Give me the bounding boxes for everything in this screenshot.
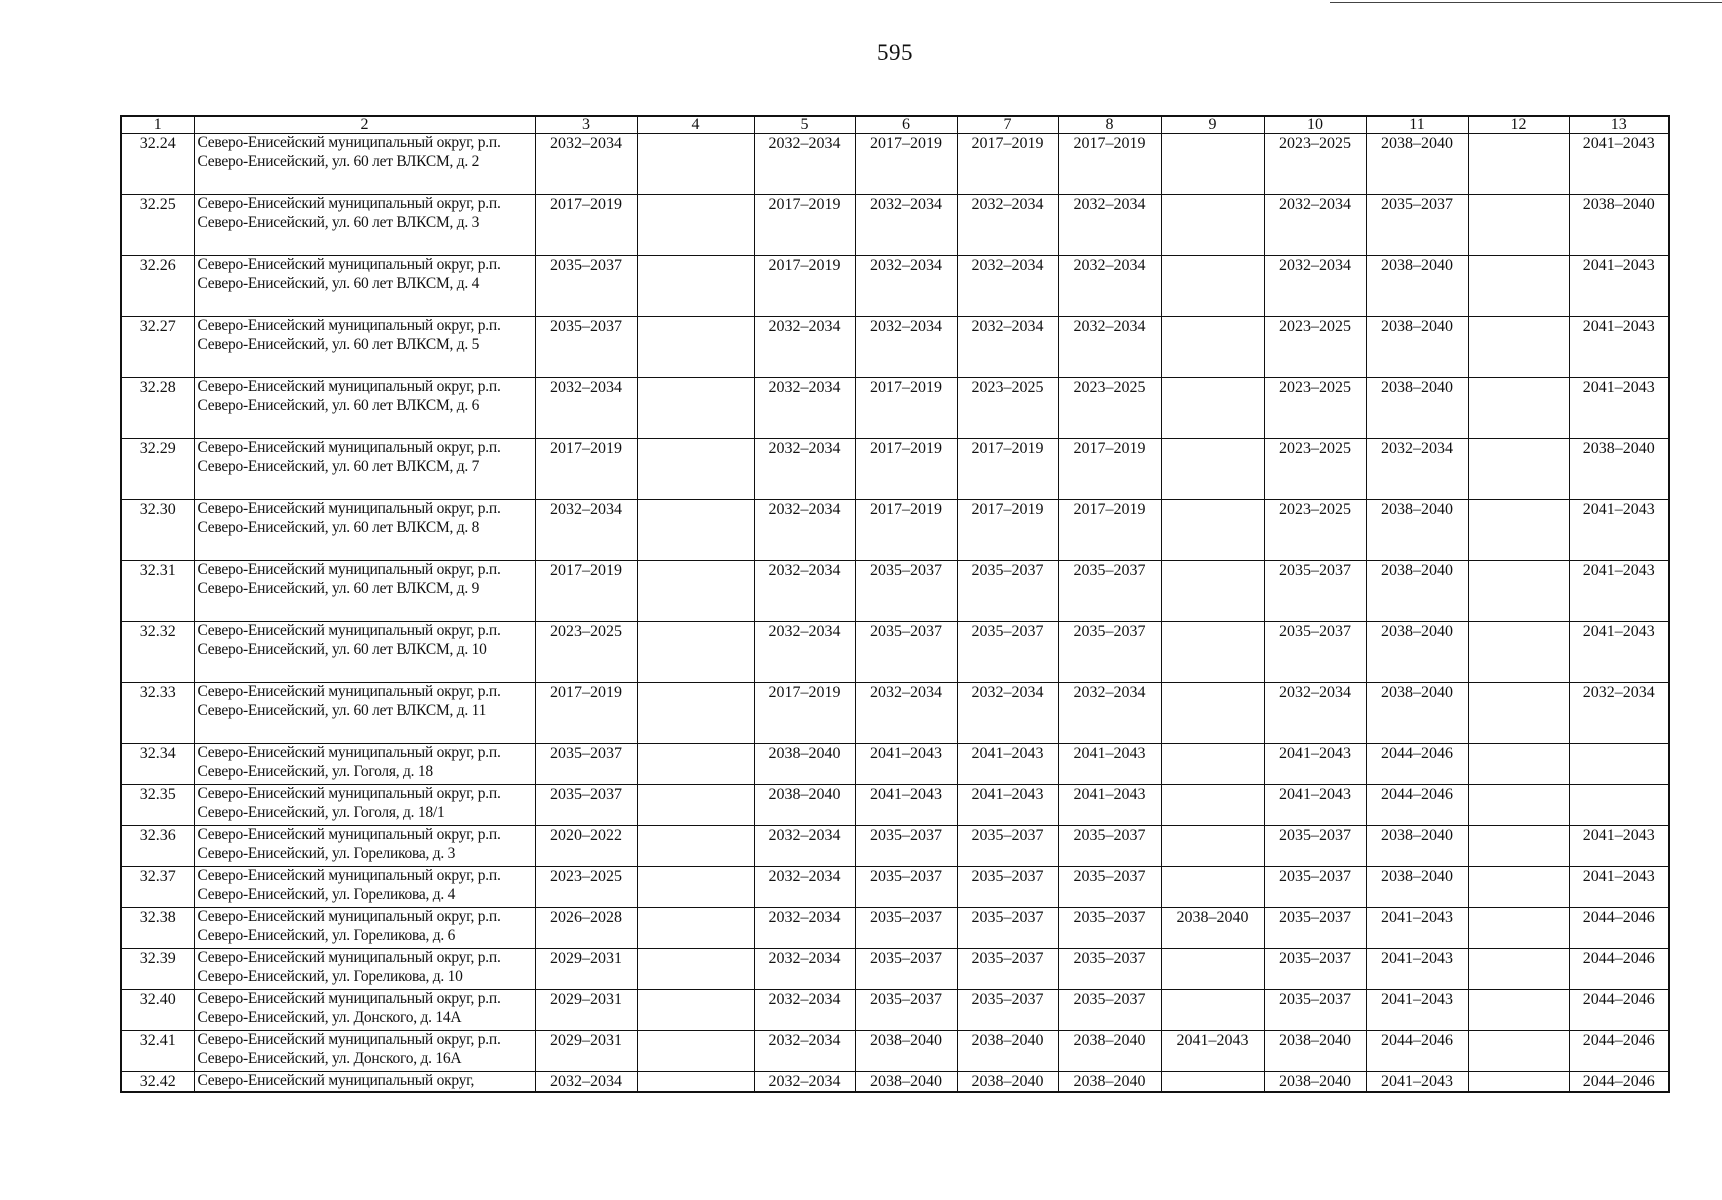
- table-row: [121, 949, 1669, 990]
- period-cell-col5: 2032–2034: [754, 317, 855, 378]
- period-cell-col11: 2041–2043: [1366, 908, 1468, 949]
- period-cell-col4: [637, 134, 754, 195]
- table-row: [121, 317, 1669, 378]
- period-cell-col10: 2035–2037: [1264, 826, 1366, 867]
- period-cell-col6: 2035–2037: [855, 908, 957, 949]
- period-cell-col5: 2032–2034: [754, 378, 855, 439]
- period-cell-col4: [637, 1072, 754, 1093]
- period-cell-col4: [637, 908, 754, 949]
- period-cell-col7: 2035–2037: [957, 867, 1058, 908]
- period-cell-col10: 2023–2025: [1264, 439, 1366, 500]
- table-row: [121, 378, 1669, 439]
- period-cell-col3: 2029–2031: [535, 1031, 637, 1072]
- address-cell: Северо-Енисейский муниципальный округ, р.п. Северо-Енисейский, ул. Гореликова, д. 3: [194, 826, 535, 867]
- address-cell: Северо-Енисейский муниципальный округ,: [194, 1072, 535, 1093]
- column-header: 2: [194, 116, 535, 134]
- column-header: 4: [637, 116, 754, 134]
- period-cell-col3: 2035–2037: [535, 744, 637, 785]
- address-cell: Северо-Енисейский муниципальный округ, р.п. Северо-Енисейский, ул. Донского, д. 16А: [194, 1031, 535, 1072]
- row-number-cell: 32.37: [121, 867, 194, 908]
- period-cell-col7: 2023–2025: [957, 378, 1058, 439]
- column-header: 6: [855, 116, 957, 134]
- period-cell-col10: 2023–2025: [1264, 378, 1366, 439]
- row-number-cell: 32.28: [121, 378, 194, 439]
- period-cell-col11: 2041–2043: [1366, 990, 1468, 1031]
- row-number-cell: 32.34: [121, 744, 194, 785]
- period-cell-col13: 2044–2046: [1569, 1031, 1669, 1072]
- period-cell-col11: 2041–2043: [1366, 1072, 1468, 1093]
- period-cell-col3: 2032–2034: [535, 378, 637, 439]
- period-cell-col11: 2032–2034: [1366, 439, 1468, 500]
- period-cell-col7: 2032–2034: [957, 256, 1058, 317]
- table-row: [121, 1072, 1669, 1093]
- period-cell-col3: 2017–2019: [535, 561, 637, 622]
- table-row: [121, 195, 1669, 256]
- period-cell-col13: [1569, 785, 1669, 826]
- table-row: [121, 134, 1669, 195]
- row-number-cell: 32.26: [121, 256, 194, 317]
- period-cell-col7: 2035–2037: [957, 949, 1058, 990]
- period-cell-col7: 2017–2019: [957, 500, 1058, 561]
- period-cell-col7: 2032–2034: [957, 683, 1058, 744]
- period-cell-col6: 2035–2037: [855, 826, 957, 867]
- period-cell-col12: [1468, 378, 1569, 439]
- period-cell-col12: [1468, 1031, 1569, 1072]
- period-cell-col8: 2032–2034: [1058, 317, 1161, 378]
- period-cell-col10: 2035–2037: [1264, 908, 1366, 949]
- period-cell-col11: 2038–2040: [1366, 867, 1468, 908]
- period-cell-col5: 2038–2040: [754, 785, 855, 826]
- period-cell-col11: 2038–2040: [1366, 561, 1468, 622]
- period-cell-col9: [1161, 439, 1264, 500]
- period-cell-col13: 2032–2034: [1569, 683, 1669, 744]
- period-cell-col9: [1161, 683, 1264, 744]
- period-cell-col12: [1468, 256, 1569, 317]
- period-cell-col8: 2035–2037: [1058, 949, 1161, 990]
- period-cell-col6: 2035–2037: [855, 561, 957, 622]
- period-cell-col10: 2035–2037: [1264, 990, 1366, 1031]
- period-cell-col11: 2035–2037: [1366, 195, 1468, 256]
- period-cell-col10: 2035–2037: [1264, 949, 1366, 990]
- column-header: 13: [1569, 116, 1669, 134]
- column-header: 11: [1366, 116, 1468, 134]
- period-cell-col5: 2038–2040: [754, 744, 855, 785]
- period-cell-col12: [1468, 785, 1569, 826]
- period-cell-col8: 2032–2034: [1058, 256, 1161, 317]
- period-cell-col9: [1161, 134, 1264, 195]
- period-cell-col9: [1161, 378, 1264, 439]
- period-cell-col7: 2035–2037: [957, 622, 1058, 683]
- period-cell-col4: [637, 826, 754, 867]
- period-cell-col9: [1161, 622, 1264, 683]
- address-cell: Северо-Енисейский муниципальный округ, р.п. Северо-Енисейский, ул. Гоголя, д. 18/1: [194, 785, 535, 826]
- period-cell-col8: 2023–2025: [1058, 378, 1161, 439]
- period-cell-col4: [637, 683, 754, 744]
- period-cell-col8: 2017–2019: [1058, 500, 1161, 561]
- period-cell-col8: 2017–2019: [1058, 439, 1161, 500]
- address-cell: Северо-Енисейский муниципальный округ, р.п. Северо-Енисейский, ул. 60 лет ВЛКСМ, д. 9: [194, 561, 535, 622]
- period-cell-col13: 2041–2043: [1569, 134, 1669, 195]
- period-cell-col8: 2038–2040: [1058, 1072, 1161, 1093]
- period-cell-col9: 2041–2043: [1161, 1031, 1264, 1072]
- period-cell-col6: 2032–2034: [855, 195, 957, 256]
- period-cell-col12: [1468, 867, 1569, 908]
- table-body: [121, 134, 1669, 1093]
- period-cell-col11: 2038–2040: [1366, 134, 1468, 195]
- period-cell-col10: 2023–2025: [1264, 317, 1366, 378]
- address-cell: Северо-Енисейский муниципальный округ, р.п. Северо-Енисейский, ул. Гореликова, д. 6: [194, 908, 535, 949]
- period-cell-col5: 2032–2034: [754, 561, 855, 622]
- period-cell-col7: 2038–2040: [957, 1072, 1058, 1093]
- period-cell-col9: [1161, 785, 1264, 826]
- period-cell-col10: 2038–2040: [1264, 1072, 1366, 1093]
- period-cell-col5: 2032–2034: [754, 826, 855, 867]
- table-row: [121, 744, 1669, 785]
- period-cell-col11: 2038–2040: [1366, 378, 1468, 439]
- period-cell-col5: 2032–2034: [754, 949, 855, 990]
- period-cell-col5: 2032–2034: [754, 1072, 855, 1093]
- address-cell: Северо-Енисейский муниципальный округ, р.п. Северо-Енисейский, ул. 60 лет ВЛКСМ, д. 11: [194, 683, 535, 744]
- period-cell-col4: [637, 1031, 754, 1072]
- period-cell-col7: 2017–2019: [957, 439, 1058, 500]
- period-cell-col3: 2035–2037: [535, 256, 637, 317]
- period-cell-col4: [637, 744, 754, 785]
- period-cell-col7: 2038–2040: [957, 1031, 1058, 1072]
- period-cell-col13: 2041–2043: [1569, 256, 1669, 317]
- period-cell-col4: [637, 500, 754, 561]
- period-cell-col7: 2035–2037: [957, 908, 1058, 949]
- row-number-cell: 32.33: [121, 683, 194, 744]
- period-cell-col13: 2038–2040: [1569, 439, 1669, 500]
- period-cell-col7: 2041–2043: [957, 785, 1058, 826]
- period-cell-col10: 2041–2043: [1264, 785, 1366, 826]
- period-cell-col5: 2017–2019: [754, 195, 855, 256]
- period-cell-col13: 2041–2043: [1569, 561, 1669, 622]
- column-header: 9: [1161, 116, 1264, 134]
- period-cell-col11: 2041–2043: [1366, 949, 1468, 990]
- period-cell-col6: 2032–2034: [855, 683, 957, 744]
- period-cell-col6: 2017–2019: [855, 134, 957, 195]
- period-cell-col6: 2017–2019: [855, 378, 957, 439]
- period-cell-col12: [1468, 622, 1569, 683]
- period-cell-col13: 2041–2043: [1569, 317, 1669, 378]
- address-cell: Северо-Енисейский муниципальный округ, р.п. Северо-Енисейский, ул. Гореликова, д. 4: [194, 867, 535, 908]
- period-cell-col5: 2017–2019: [754, 683, 855, 744]
- period-cell-col11: 2038–2040: [1366, 683, 1468, 744]
- period-cell-col9: [1161, 949, 1264, 990]
- table-row: [121, 622, 1669, 683]
- period-cell-col3: 2029–2031: [535, 990, 637, 1031]
- table-row: [121, 1031, 1669, 1072]
- period-cell-col11: 2038–2040: [1366, 826, 1468, 867]
- period-cell-col10: 2041–2043: [1264, 744, 1366, 785]
- period-cell-col4: [637, 439, 754, 500]
- period-cell-col9: [1161, 500, 1264, 561]
- period-cell-col10: 2035–2037: [1264, 561, 1366, 622]
- period-cell-col12: [1468, 826, 1569, 867]
- period-cell-col9: [1161, 826, 1264, 867]
- period-cell-col8: 2038–2040: [1058, 1031, 1161, 1072]
- period-cell-col4: [637, 785, 754, 826]
- row-number-cell: 32.30: [121, 500, 194, 561]
- period-cell-col8: 2035–2037: [1058, 990, 1161, 1031]
- period-cell-col13: 2041–2043: [1569, 867, 1669, 908]
- period-cell-col9: 2038–2040: [1161, 908, 1264, 949]
- row-number-cell: 32.31: [121, 561, 194, 622]
- address-cell: Северо-Енисейский муниципальный округ, р.п. Северо-Енисейский, ул. 60 лет ВЛКСМ, д. 4: [194, 256, 535, 317]
- period-cell-col12: [1468, 561, 1569, 622]
- row-number-cell: 32.41: [121, 1031, 194, 1072]
- period-cell-col6: 2038–2040: [855, 1031, 957, 1072]
- period-cell-col13: [1569, 744, 1669, 785]
- address-cell: Северо-Енисейский муниципальный округ, р.п. Северо-Енисейский, ул. Гореликова, д. 10: [194, 949, 535, 990]
- period-cell-col6: 2038–2040: [855, 1072, 957, 1093]
- period-cell-col4: [637, 378, 754, 439]
- period-cell-col3: 2017–2019: [535, 439, 637, 500]
- period-cell-col8: 2041–2043: [1058, 744, 1161, 785]
- column-header: 12: [1468, 116, 1569, 134]
- table-row: [121, 826, 1669, 867]
- period-cell-col13: 2041–2043: [1569, 826, 1669, 867]
- row-number-cell: 32.39: [121, 949, 194, 990]
- period-cell-col10: 2023–2025: [1264, 500, 1366, 561]
- period-cell-col12: [1468, 317, 1569, 378]
- address-cell: Северо-Енисейский муниципальный округ, р.п. Северо-Енисейский, ул. Гоголя, д. 18: [194, 744, 535, 785]
- period-cell-col12: [1468, 1072, 1569, 1093]
- period-cell-col3: 2035–2037: [535, 317, 637, 378]
- period-cell-col9: [1161, 990, 1264, 1031]
- schedule-table: [120, 115, 1670, 1093]
- period-cell-col3: 2035–2037: [535, 785, 637, 826]
- period-cell-col6: 2041–2043: [855, 785, 957, 826]
- period-cell-col13: 2044–2046: [1569, 908, 1669, 949]
- period-cell-col3: 2023–2025: [535, 867, 637, 908]
- table-row: [121, 908, 1669, 949]
- period-cell-col9: [1161, 1072, 1264, 1093]
- row-number-cell: 32.32: [121, 622, 194, 683]
- period-cell-col7: 2032–2034: [957, 317, 1058, 378]
- period-cell-col6: 2032–2034: [855, 256, 957, 317]
- period-cell-col3: 2032–2034: [535, 1072, 637, 1093]
- period-cell-col8: 2035–2037: [1058, 867, 1161, 908]
- period-cell-col9: [1161, 195, 1264, 256]
- period-cell-col6: 2041–2043: [855, 744, 957, 785]
- column-header: 10: [1264, 116, 1366, 134]
- period-cell-col6: 2035–2037: [855, 622, 957, 683]
- period-cell-col6: 2035–2037: [855, 867, 957, 908]
- schedule-table-wrapper: [120, 115, 1670, 1093]
- period-cell-col9: [1161, 561, 1264, 622]
- period-cell-col9: [1161, 867, 1264, 908]
- row-number-cell: 32.35: [121, 785, 194, 826]
- period-cell-col3: 2029–2031: [535, 949, 637, 990]
- period-cell-col3: 2032–2034: [535, 134, 637, 195]
- period-cell-col7: 2035–2037: [957, 990, 1058, 1031]
- period-cell-col7: 2035–2037: [957, 826, 1058, 867]
- period-cell-col5: 2032–2034: [754, 990, 855, 1031]
- period-cell-col6: 2017–2019: [855, 500, 957, 561]
- page-number: 595: [877, 40, 913, 65]
- address-cell: Северо-Енисейский муниципальный округ, р.п. Северо-Енисейский, ул. 60 лет ВЛКСМ, д. 7: [194, 439, 535, 500]
- row-number-cell: 32.29: [121, 439, 194, 500]
- period-cell-col11: 2038–2040: [1366, 256, 1468, 317]
- period-cell-col7: 2041–2043: [957, 744, 1058, 785]
- column-header: 5: [754, 116, 855, 134]
- period-cell-col6: 2032–2034: [855, 317, 957, 378]
- period-cell-col4: [637, 867, 754, 908]
- period-cell-col13: 2038–2040: [1569, 195, 1669, 256]
- period-cell-col12: [1468, 134, 1569, 195]
- period-cell-col12: [1468, 949, 1569, 990]
- period-cell-col3: 2017–2019: [535, 683, 637, 744]
- period-cell-col4: [637, 256, 754, 317]
- period-cell-col11: 2044–2046: [1366, 785, 1468, 826]
- row-number-cell: 32.24: [121, 134, 194, 195]
- column-header: 7: [957, 116, 1058, 134]
- period-cell-col8: 2032–2034: [1058, 195, 1161, 256]
- period-cell-col10: 2035–2037: [1264, 867, 1366, 908]
- period-cell-col4: [637, 195, 754, 256]
- period-cell-col13: 2041–2043: [1569, 500, 1669, 561]
- column-header: 8: [1058, 116, 1161, 134]
- period-cell-col9: [1161, 317, 1264, 378]
- period-cell-col10: 2035–2037: [1264, 622, 1366, 683]
- table-row: [121, 785, 1669, 826]
- period-cell-col6: 2017–2019: [855, 439, 957, 500]
- period-cell-col9: [1161, 256, 1264, 317]
- period-cell-col11: 2044–2046: [1366, 1031, 1468, 1072]
- address-cell: Северо-Енисейский муниципальный округ, р.п. Северо-Енисейский, ул. 60 лет ВЛКСМ, д. 5: [194, 317, 535, 378]
- table-row: [121, 561, 1669, 622]
- address-cell: Северо-Енисейский муниципальный округ, р.п. Северо-Енисейский, ул. 60 лет ВЛКСМ, д. 2: [194, 134, 535, 195]
- period-cell-col3: 2026–2028: [535, 908, 637, 949]
- period-cell-col12: [1468, 195, 1569, 256]
- period-cell-col13: 2041–2043: [1569, 378, 1669, 439]
- period-cell-col5: 2032–2034: [754, 908, 855, 949]
- address-cell: Северо-Енисейский муниципальный округ, р.п. Северо-Енисейский, ул. 60 лет ВЛКСМ, д. 3: [194, 195, 535, 256]
- column-header: 1: [121, 116, 194, 134]
- period-cell-col4: [637, 949, 754, 990]
- table-header-row: [121, 116, 1669, 134]
- period-cell-col8: 2035–2037: [1058, 908, 1161, 949]
- table-row: [121, 990, 1669, 1031]
- row-number-cell: 32.25: [121, 195, 194, 256]
- period-cell-col5: 2032–2034: [754, 439, 855, 500]
- row-number-cell: 32.38: [121, 908, 194, 949]
- period-cell-col13: 2041–2043: [1569, 622, 1669, 683]
- period-cell-col5: 2032–2034: [754, 622, 855, 683]
- period-cell-col10: 2032–2034: [1264, 256, 1366, 317]
- period-cell-col12: [1468, 439, 1569, 500]
- period-cell-col10: 2032–2034: [1264, 683, 1366, 744]
- top-rule: [1330, 2, 1722, 3]
- period-cell-col3: 2032–2034: [535, 500, 637, 561]
- period-cell-col10: 2032–2034: [1264, 195, 1366, 256]
- period-cell-col4: [637, 990, 754, 1031]
- period-cell-col10: 2023–2025: [1264, 134, 1366, 195]
- period-cell-col13: 2044–2046: [1569, 1072, 1669, 1093]
- period-cell-col10: 2038–2040: [1264, 1031, 1366, 1072]
- table-row: [121, 256, 1669, 317]
- period-cell-col8: 2017–2019: [1058, 134, 1161, 195]
- period-cell-col7: 2035–2037: [957, 561, 1058, 622]
- period-cell-col7: 2017–2019: [957, 134, 1058, 195]
- period-cell-col11: 2038–2040: [1366, 622, 1468, 683]
- period-cell-col5: 2032–2034: [754, 867, 855, 908]
- period-cell-col12: [1468, 500, 1569, 561]
- period-cell-col6: 2035–2037: [855, 990, 957, 1031]
- period-cell-col5: 2032–2034: [754, 500, 855, 561]
- period-cell-col11: 2038–2040: [1366, 500, 1468, 561]
- period-cell-col11: 2038–2040: [1366, 317, 1468, 378]
- period-cell-col5: 2032–2034: [754, 134, 855, 195]
- period-cell-col3: 2020–2022: [535, 826, 637, 867]
- period-cell-col3: 2023–2025: [535, 622, 637, 683]
- period-cell-col8: 2035–2037: [1058, 561, 1161, 622]
- period-cell-col4: [637, 622, 754, 683]
- row-number-cell: 32.40: [121, 990, 194, 1031]
- address-cell: Северо-Енисейский муниципальный округ, р.п. Северо-Енисейский, ул. 60 лет ВЛКСМ, д. 8: [194, 500, 535, 561]
- period-cell-col6: 2035–2037: [855, 949, 957, 990]
- period-cell-col5: 2017–2019: [754, 256, 855, 317]
- period-cell-col11: 2044–2046: [1366, 744, 1468, 785]
- period-cell-col8: 2041–2043: [1058, 785, 1161, 826]
- period-cell-col13: 2044–2046: [1569, 949, 1669, 990]
- table-row: [121, 439, 1669, 500]
- period-cell-col4: [637, 561, 754, 622]
- period-cell-col12: [1468, 908, 1569, 949]
- period-cell-col9: [1161, 744, 1264, 785]
- period-cell-col8: 2035–2037: [1058, 622, 1161, 683]
- row-number-cell: 32.42: [121, 1072, 194, 1093]
- period-cell-col13: 2044–2046: [1569, 990, 1669, 1031]
- period-cell-col7: 2032–2034: [957, 195, 1058, 256]
- row-number-cell: 32.36: [121, 826, 194, 867]
- period-cell-col3: 2017–2019: [535, 195, 637, 256]
- address-cell: Северо-Енисейский муниципальный округ, р.п. Северо-Енисейский, ул. Донского, д. 14А: [194, 990, 535, 1031]
- address-cell: Северо-Енисейский муниципальный округ, р.п. Северо-Енисейский, ул. 60 лет ВЛКСМ, д. 6: [194, 378, 535, 439]
- period-cell-col12: [1468, 990, 1569, 1031]
- column-header: 3: [535, 116, 637, 134]
- address-cell: Северо-Енисейский муниципальный округ, р.п. Северо-Енисейский, ул. 60 лет ВЛКСМ, д. 10: [194, 622, 535, 683]
- period-cell-col12: [1468, 744, 1569, 785]
- row-number-cell: 32.27: [121, 317, 194, 378]
- period-cell-col4: [637, 317, 754, 378]
- table-row: [121, 683, 1669, 744]
- period-cell-col8: 2032–2034: [1058, 683, 1161, 744]
- table-row: [121, 500, 1669, 561]
- period-cell-col5: 2032–2034: [754, 1031, 855, 1072]
- period-cell-col12: [1468, 683, 1569, 744]
- period-cell-col8: 2035–2037: [1058, 826, 1161, 867]
- table-row: [121, 867, 1669, 908]
